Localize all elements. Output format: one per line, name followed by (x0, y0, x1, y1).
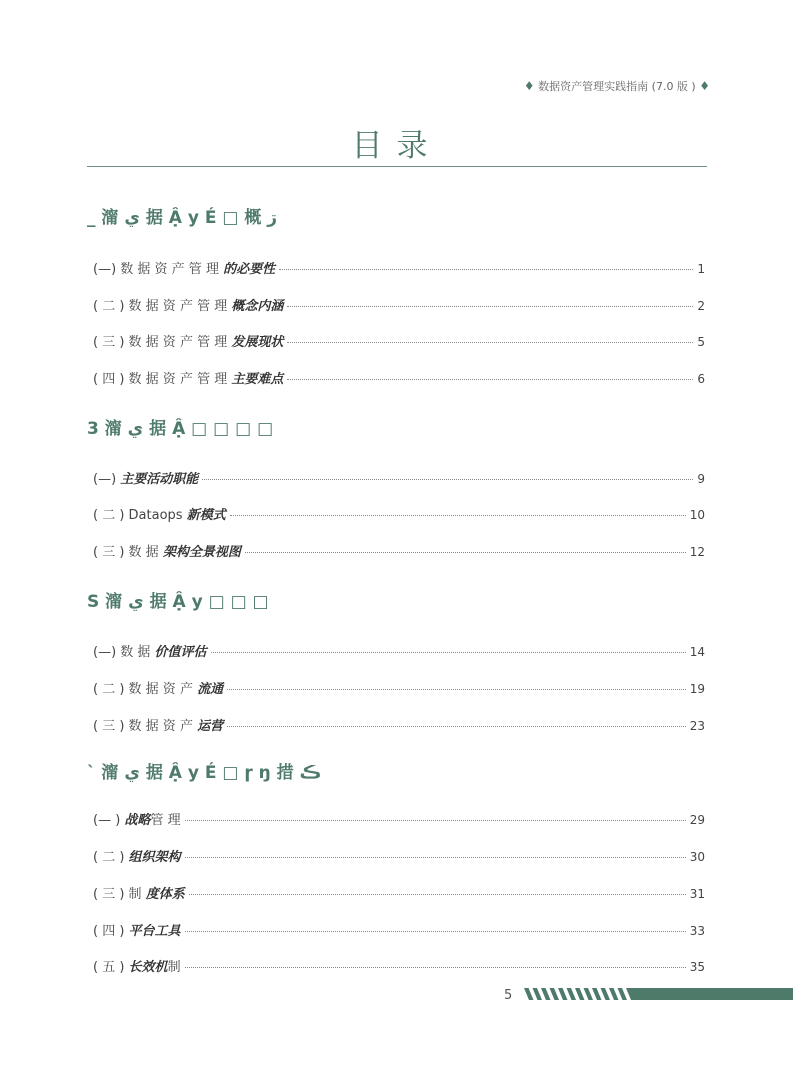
stripe-mark (550, 988, 560, 1000)
toc-entry-emphasis: 价值评估 (154, 645, 207, 660)
dot-leader (287, 379, 693, 380)
toc-entry-label (93, 920, 181, 939)
dot-leader (185, 857, 686, 858)
chapter-heading[interactable]: _ 澝 ي 据 Ậ y É □ 概 ڗ (87, 208, 278, 228)
toc-entry[interactable] (93, 331, 705, 349)
toc-entry-emphasis: 度体系 (145, 887, 185, 902)
toc-entry[interactable] (93, 715, 705, 733)
dot-leader (211, 652, 686, 653)
toc-entry[interactable] (93, 641, 705, 659)
title-divider (87, 166, 707, 167)
toc-entry-page: 12 (689, 545, 705, 559)
stripe-mark (524, 988, 534, 1000)
dot-leader (227, 726, 686, 727)
toc-entry-label (93, 641, 207, 660)
footer-stripe-bar (520, 988, 793, 1000)
toc-entry-label (93, 541, 241, 560)
toc-entry-label (93, 368, 283, 387)
toc-entry[interactable] (93, 258, 705, 276)
toc-entry-page: 19 (689, 682, 705, 696)
toc-entry-page: 1 (697, 262, 705, 276)
running-header (0, 78, 710, 94)
stripe-mark (558, 988, 568, 1000)
toc-entry-label (93, 468, 198, 487)
stripe-mark (601, 988, 611, 1000)
stripe-mark (541, 988, 551, 1000)
toc-entry-emphasis: 发展现状 (231, 335, 284, 350)
toc-entry-prefix: ( 五 ) (93, 960, 129, 975)
toc-entry-suffix: 制 (167, 960, 181, 975)
toc-entry-label (93, 715, 223, 734)
toc-entry-prefix: ( 二 ) 数 据 资 产 管 理 (93, 299, 232, 314)
stripe-mark (592, 988, 602, 1000)
toc-entry-emphasis: 主要难点 (231, 372, 284, 387)
toc-entry[interactable] (93, 678, 705, 696)
toc-entry-page: 5 (697, 335, 705, 349)
toc-entry-label (93, 504, 226, 523)
toc-entry[interactable] (93, 920, 705, 938)
diamond-left-icon: ♦ (523, 79, 535, 93)
chapter-heading[interactable]: S 澝 ي 据 Ậ y □ □ □ (87, 592, 269, 612)
toc-entry[interactable] (93, 809, 705, 827)
dot-leader (189, 894, 686, 895)
stripe-mark (575, 988, 585, 1000)
toc-entry-page: 33 (689, 924, 705, 938)
toc-entry-prefix: (— ) (93, 813, 125, 828)
toc-entry-page: 10 (689, 508, 705, 522)
dot-leader (202, 479, 693, 480)
dot-leader (287, 306, 693, 307)
toc-entry-page: 6 (697, 372, 705, 386)
toc-entry-prefix: ( 三 ) 数 据 资 产 (93, 719, 198, 734)
stripe-mark (609, 988, 619, 1000)
toc-entry[interactable] (93, 541, 705, 559)
toc-entry-prefix: ( 二 ) 数 据 资 产 (93, 682, 198, 697)
diamond-right-icon: ♦ (699, 79, 710, 93)
running-title: 数据资产管理实践指南 (7.0 版 ) (538, 80, 696, 93)
toc-entry-prefix: (—) 数 据 (93, 645, 155, 660)
toc-entry[interactable] (93, 368, 705, 386)
toc-entry-label (93, 956, 181, 975)
toc-entry[interactable] (93, 956, 705, 974)
page-number: 5 (504, 988, 513, 1003)
dot-leader (287, 342, 693, 343)
dot-leader (230, 515, 686, 516)
stripe-solid-bar (626, 988, 793, 1000)
toc-entry-emphasis: 主要活动职能 (120, 472, 199, 487)
toc-entry-prefix: ( 四 ) 数 据 资 产 管 理 (93, 372, 232, 387)
page-title: 目录 (351, 128, 442, 164)
dot-leader (279, 269, 693, 270)
toc-entry-emphasis: 平台工具 (128, 924, 181, 939)
toc-entry-prefix: ( 三 ) 制 (93, 887, 146, 902)
toc-entry-prefix: ( 二 ) (93, 850, 129, 865)
toc-entry-label (93, 678, 223, 697)
toc-entry-page: 2 (697, 299, 705, 313)
toc-entry-label (93, 809, 181, 828)
toc-entry-page: 35 (689, 960, 705, 974)
toc-entry-prefix: ( 四 ) (93, 924, 129, 939)
toc-entry-emphasis: 战略 (124, 813, 151, 828)
toc-entry-emphasis: 运营 (197, 719, 224, 734)
toc-entry[interactable] (93, 295, 705, 313)
toc-entry-label (93, 258, 275, 277)
stripe-mark (567, 988, 577, 1000)
toc-entry[interactable] (93, 846, 705, 864)
stripe-mark (533, 988, 543, 1000)
toc-entry-emphasis: 架构全景视图 (162, 545, 241, 560)
stripe-mark (618, 988, 628, 1000)
dot-leader (185, 931, 686, 932)
toc-entry-prefix: ( 三 ) 数 据 资 产 管 理 (93, 335, 232, 350)
stripe-mark (584, 988, 594, 1000)
dot-leader (185, 820, 686, 821)
toc-entry-emphasis: 概念内涵 (231, 299, 284, 314)
toc-entry-prefix: ( 三 ) 数 据 (93, 545, 163, 560)
toc-entry-emphasis: 长效机 (128, 960, 168, 975)
toc-entry-page: 14 (689, 645, 705, 659)
dot-leader (245, 552, 686, 553)
toc-entry-emphasis: 流通 (197, 682, 224, 697)
toc-entry[interactable] (93, 883, 705, 901)
toc-entry-label (93, 846, 181, 865)
toc-entry-suffix: 管 理 (150, 813, 181, 828)
toc-entry-prefix: (—) (93, 472, 121, 487)
dot-leader (185, 967, 686, 968)
toc-entry[interactable] (93, 504, 705, 522)
toc-entry[interactable] (93, 468, 705, 486)
toc-entry-emphasis: 组织架构 (128, 850, 181, 865)
toc-entry-prefix: ( 二 ) Dataops (93, 508, 187, 523)
toc-entry-page: 30 (689, 850, 705, 864)
toc-entry-label (93, 295, 283, 314)
chapter-heading[interactable]: 3 澝 ي 据 Ậ □ □ □ □ (87, 419, 274, 439)
dot-leader (227, 689, 686, 690)
toc-entry-page: 31 (689, 887, 705, 901)
toc-entry-label (93, 883, 185, 902)
toc-entry-emphasis: 的必要性 (223, 262, 276, 277)
chapter-heading[interactable]: ` 澝 ي 据 Ậ y É □ ɼ ŋ 措 ڪ (87, 763, 322, 783)
toc-entry-label (93, 331, 283, 350)
toc-entry-prefix: (—) 数 据 资 产 管 理 (93, 262, 224, 277)
toc-entry-emphasis: 新模式 (186, 508, 226, 523)
toc-entry-page: 9 (697, 472, 705, 486)
toc-entry-page: 23 (689, 719, 705, 733)
toc-entry-page: 29 (689, 813, 705, 827)
